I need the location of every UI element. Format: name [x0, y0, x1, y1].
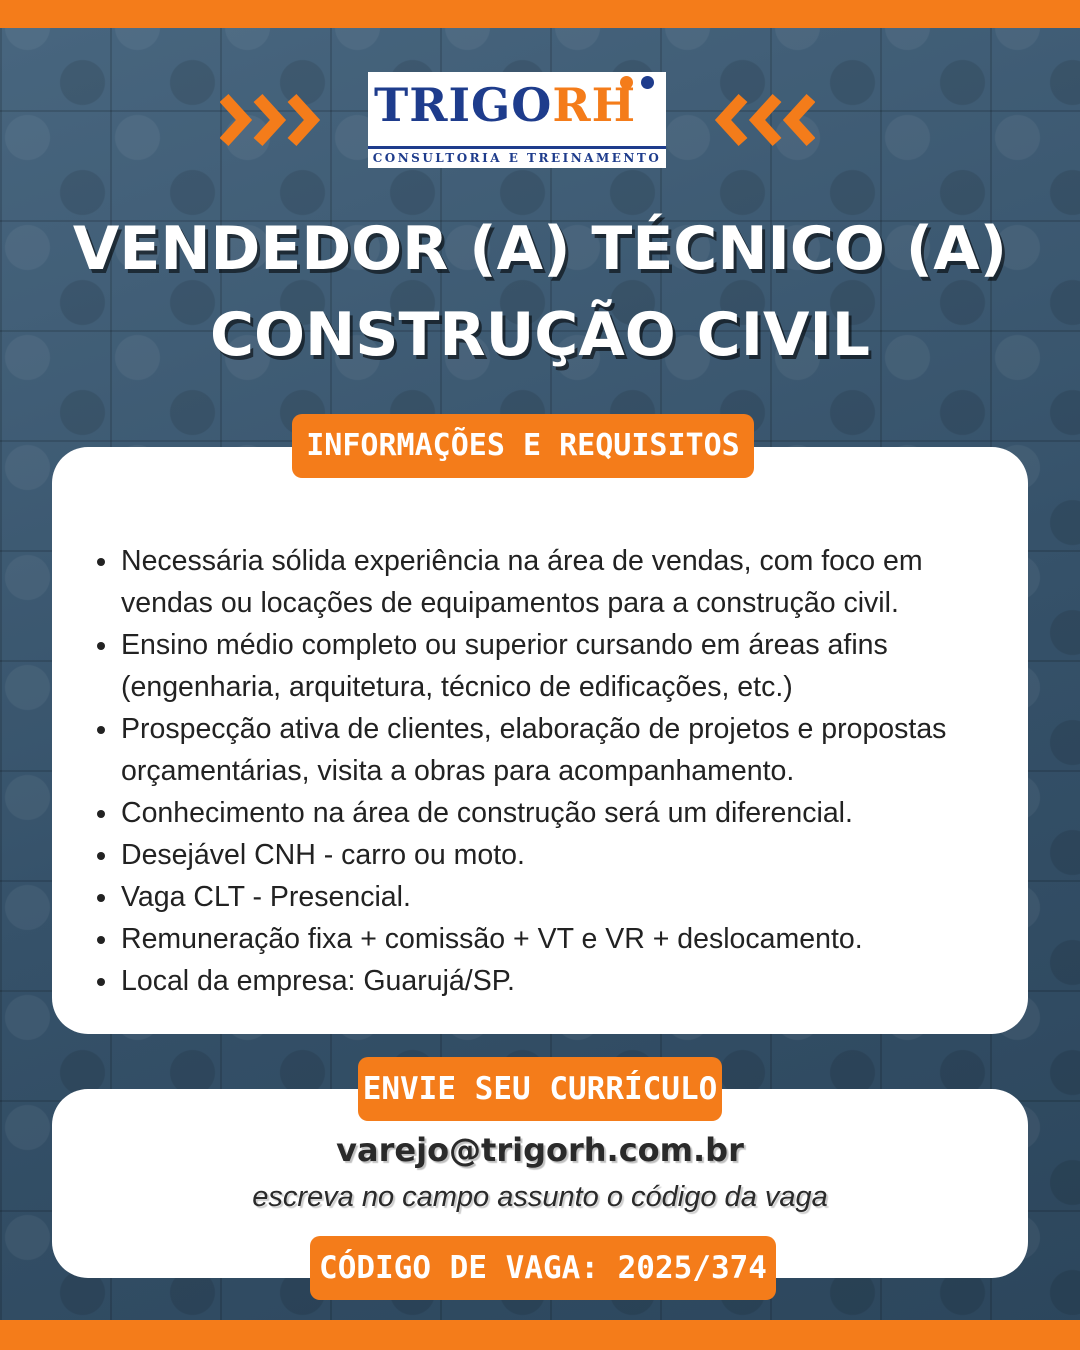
requirement-item: Necessária sólida experiência na área de vendas, com foco em vendas ou locações de equipamentos para a construção civil.	[121, 540, 1021, 624]
requirements-heading: INFORMAÇÕES E REQUISITOS	[292, 414, 754, 478]
chevrons-right-icon	[220, 90, 330, 150]
logo-word-rh: RH	[552, 78, 637, 132]
requirement-item: Vaga CLT - Presencial.	[121, 876, 1021, 918]
requirement-item: Prospecção ativa de clientes, elaboração de projetos e propostas orçamentárias, visita a obras para acompanhamento.	[121, 708, 1021, 792]
requirement-item: Ensino médio completo ou superior cursando em áreas afins (engenharia, arquitetura, técnico de edificações, etc.)	[121, 624, 1021, 708]
requirement-item: Desejável CNH - carro ou moto.	[121, 834, 1021, 876]
logo-word-trigo: TRIGO	[374, 78, 553, 132]
requirement-item: Local da empresa: Guarujá/SP.	[121, 960, 1021, 1002]
job-code-badge: CÓDIGO DE VAGA: 2025/374	[310, 1236, 776, 1300]
requirement-item: Conhecimento na área de construção será um diferencial.	[121, 792, 1021, 834]
top-orange-band	[0, 0, 1080, 28]
requirements-list	[114, 540, 1021, 1002]
job-title	[30, 206, 1050, 378]
contact-email[interactable]: varejo@trigorh.com.br	[336, 1131, 744, 1169]
chevrons-left-icon	[705, 90, 815, 150]
requirement-item: Remuneração fixa + comissão + VT e VR + deslocamento.	[121, 918, 1021, 960]
requirements-card	[52, 447, 1028, 1034]
logo-subtitle: CONSULTORIA E TREINAMENTO	[368, 146, 666, 168]
bottom-orange-band	[0, 1320, 1080, 1350]
logo-dot-blue	[641, 76, 654, 89]
send-resume-heading: ENVIE SEU CURRÍCULO	[358, 1057, 722, 1121]
trigorh-logo	[368, 72, 666, 168]
job-title-line-1: VENDEDOR (A) TÉCNICO (A)	[72, 214, 1008, 284]
logo-row	[0, 72, 1080, 172]
contact-instruction: escreva no campo assunto o código da vaga	[252, 1181, 828, 1213]
logo-wordmark	[374, 78, 637, 132]
job-title-line-2: CONSTRUÇÃO CIVIL	[209, 300, 871, 370]
